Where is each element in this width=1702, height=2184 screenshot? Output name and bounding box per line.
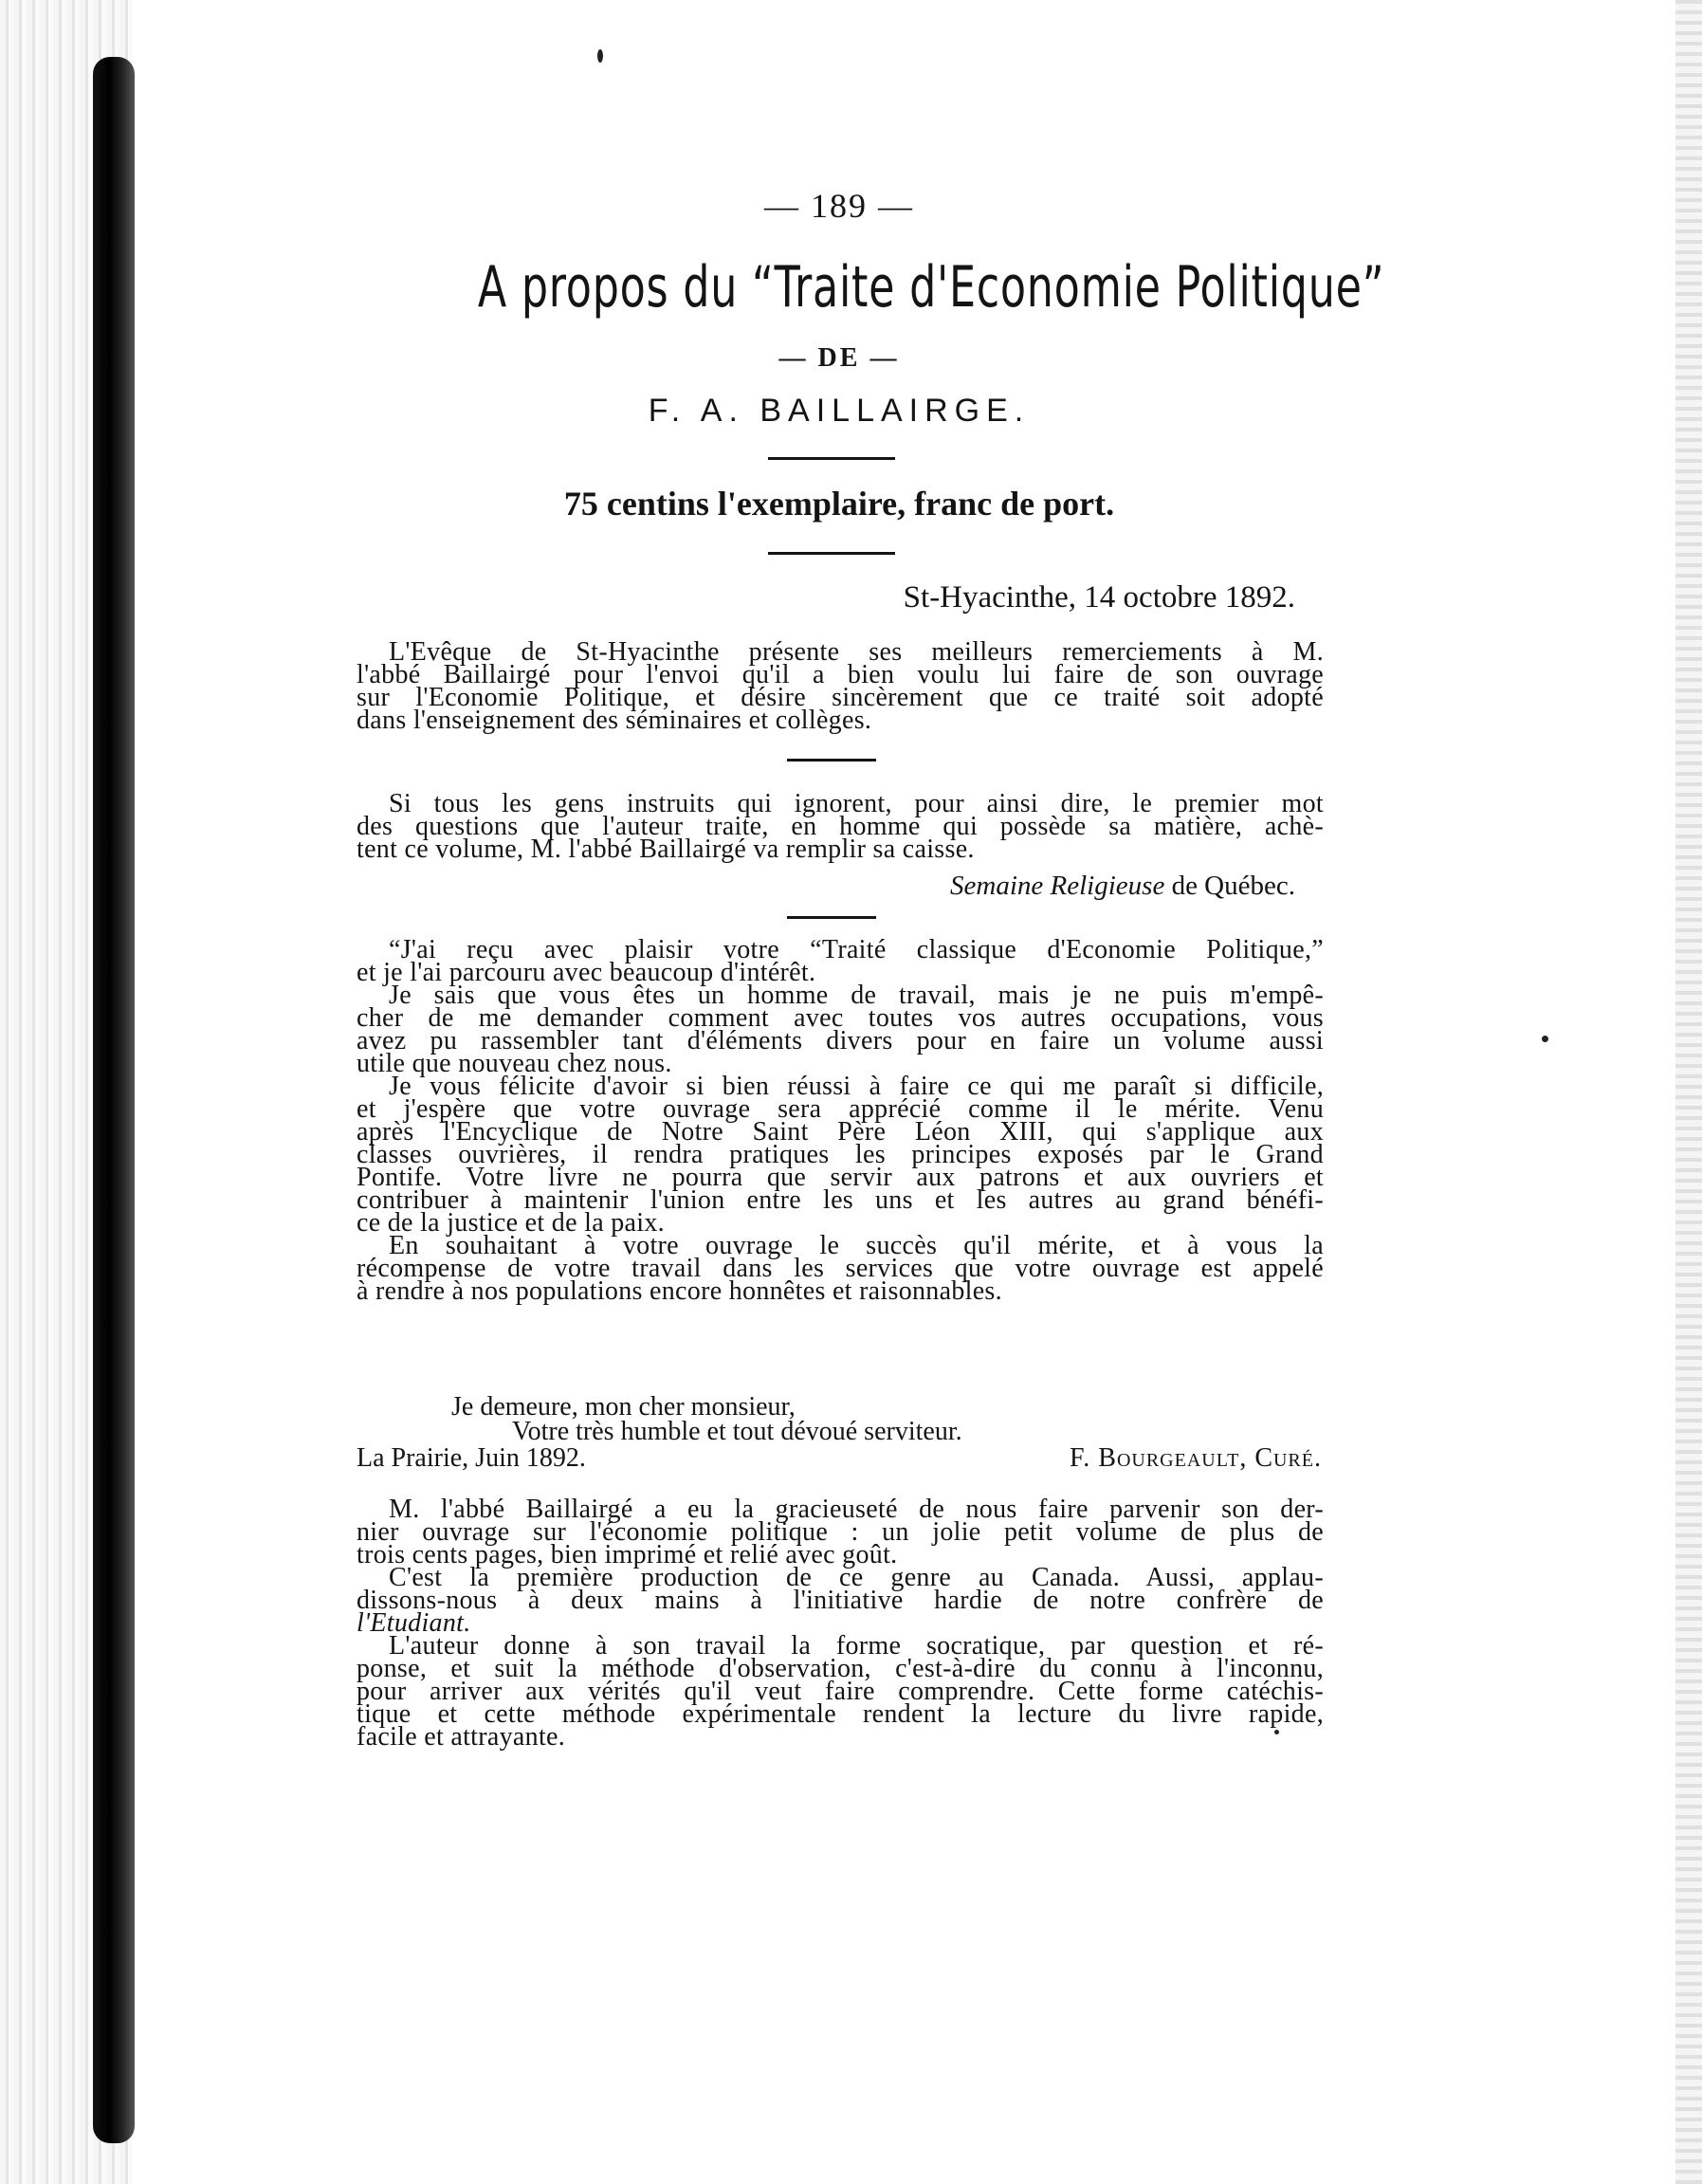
price-line: 75 centins l'exemplaire, franc de port.: [563, 485, 1115, 523]
scan-speck: [1542, 1036, 1548, 1042]
scan-speck: [1274, 1730, 1279, 1734]
review4-paragraph: [357, 1495, 1324, 1752]
text-line: et je l'ai parcouru avec beaucoup d'intérêt.: [357, 958, 816, 987]
text-line: classes ouvrières, il rendra pratiques les principes exposés par le Grand: [357, 1140, 1324, 1169]
source-place: de Québec.: [1164, 871, 1295, 901]
text-line: tent ce volume, M. l'abbé Baillairgé va remplir sa caisse.: [357, 835, 975, 864]
book-spine: [93, 57, 135, 2143]
text-line: à rendre à nos populations encore honnêtes et raisonnables.: [357, 1276, 1002, 1306]
text-line: Pontife. Votre livre ne pourra que servir aux patrons et aux ouvriers et: [357, 1163, 1324, 1192]
text-line: L'auteur donne à son travail la forme socratique, par question et ré-: [389, 1631, 1324, 1661]
review2-paragraph: [357, 789, 1324, 864]
text-line: l'abbé Baillairgé pour l'envoi qu'il a bien voulu lui faire de son ouvrage: [357, 660, 1324, 689]
text-line: Je vous félicite d'avoir si bien réussi à faire ce qui me paraît si difficile,: [389, 1072, 1324, 1101]
text-line: dans l'enseignement des séminaires et collèges.: [357, 706, 872, 735]
text-line: et j'espère que votre ouvrage sera apprécié comme il le mérite. Venu: [357, 1094, 1324, 1124]
divider: [787, 759, 876, 762]
review2-source: [950, 871, 1295, 902]
letter-place-date: La Prairie, Juin 1892.: [357, 1443, 586, 1473]
journal-name: l'Etudiant.: [357, 1608, 471, 1638]
letter-closing: Je demeure, mon cher monsieur,: [451, 1392, 796, 1422]
page-title: A propos du “Traite d'Economie Politique”: [477, 254, 1385, 321]
text-line: dissons-nous à deux mains à l'initiative hardie de notre confrère de: [357, 1586, 1324, 1615]
text-line: Si tous les gens instruits qui ignorent, pour ainsi dire, le premier mot: [389, 789, 1324, 818]
text-line: pour arriver aux vérités qu'il veut faire comprendre. Cette forme catéchis-: [357, 1677, 1324, 1706]
divider: [768, 457, 895, 460]
text-line: Je sais que vous êtes un homme de travail, mais je ne puis m'empê-: [389, 981, 1324, 1010]
letter-closing: Votre très humble et tout dévoué serviteur.: [512, 1417, 962, 1446]
divider: [787, 916, 876, 919]
review3-letter: [357, 935, 1324, 1306]
document-page: [351, 0, 1385, 2184]
text-line: après l'Encyclique de Notre Saint Père Léon XIII, qui s'applique aux: [357, 1117, 1324, 1147]
page-edge: [1675, 0, 1702, 2184]
text-line: nier ouvrage sur l'économie politique : un jolie petit volume de plus de: [357, 1517, 1324, 1547]
text-line: facile et attrayante.: [357, 1722, 566, 1752]
text-line: L'Evêque de St-Hyacinthe présente ses meilleurs remerciements à M.: [389, 637, 1324, 667]
review1-date: St-Hyacinthe, 14 octobre 1892.: [903, 580, 1295, 615]
text-line: cher de me demander comment avec toutes vos autres occupations, vous: [357, 1003, 1324, 1033]
divider: [768, 552, 895, 555]
letter-signature: F. Bourgeault, Curé.: [1069, 1443, 1322, 1473]
author-name: F. A. BAILLAIRGE.: [648, 393, 1031, 429]
text-line: ponse, et suit la méthode d'observation, c'est-à-dire du connu à l'inconnu,: [357, 1654, 1324, 1683]
text-line: des questions que l'auteur traite, en homme qui possède sa matière, achè-: [357, 812, 1324, 841]
by-word: — DE —: [778, 343, 900, 373]
text-line: M. l'abbé Baillairgé a eu la gracieuseté de nous faire parvenir son der-: [389, 1495, 1324, 1524]
text-line: En souhaitant à votre ouvrage le succès qu'il mérite, et à vous la: [389, 1231, 1324, 1260]
text-line: trois cents pages, bien imprimé et relié avec goût.: [357, 1540, 898, 1569]
source-title: Semaine Religieuse: [950, 871, 1165, 901]
scan-speck: [597, 49, 603, 63]
review1-paragraph: [357, 637, 1324, 735]
text-line: récompense de votre travail dans les services que votre ouvrage est appelé: [357, 1254, 1324, 1283]
text-line: avez pu rassembler tant d'éléments divers pour en faire un volume aussi: [357, 1026, 1324, 1055]
text-line: “J'ai reçu avec plaisir votre “Traité classique d'Economie Politique,”: [389, 935, 1324, 964]
text-line: contribuer à maintenir l'union entre les uns et les autres au grand bénéfi-: [357, 1185, 1324, 1215]
text-line: tique et cette méthode expérimentale rendent la lecture du livre rapide,: [357, 1699, 1324, 1729]
text-line: sur l'Economie Politique, et désire sincèrement que ce traité soit adopté: [357, 683, 1324, 712]
text-line: C'est la première production de ce genre au Canada. Aussi, applau-: [389, 1563, 1324, 1592]
page-number: — 189 —: [764, 187, 914, 225]
text-line: ce de la justice et de la paix.: [357, 1208, 665, 1238]
text-line: utile que nouveau chez nous.: [357, 1049, 672, 1078]
